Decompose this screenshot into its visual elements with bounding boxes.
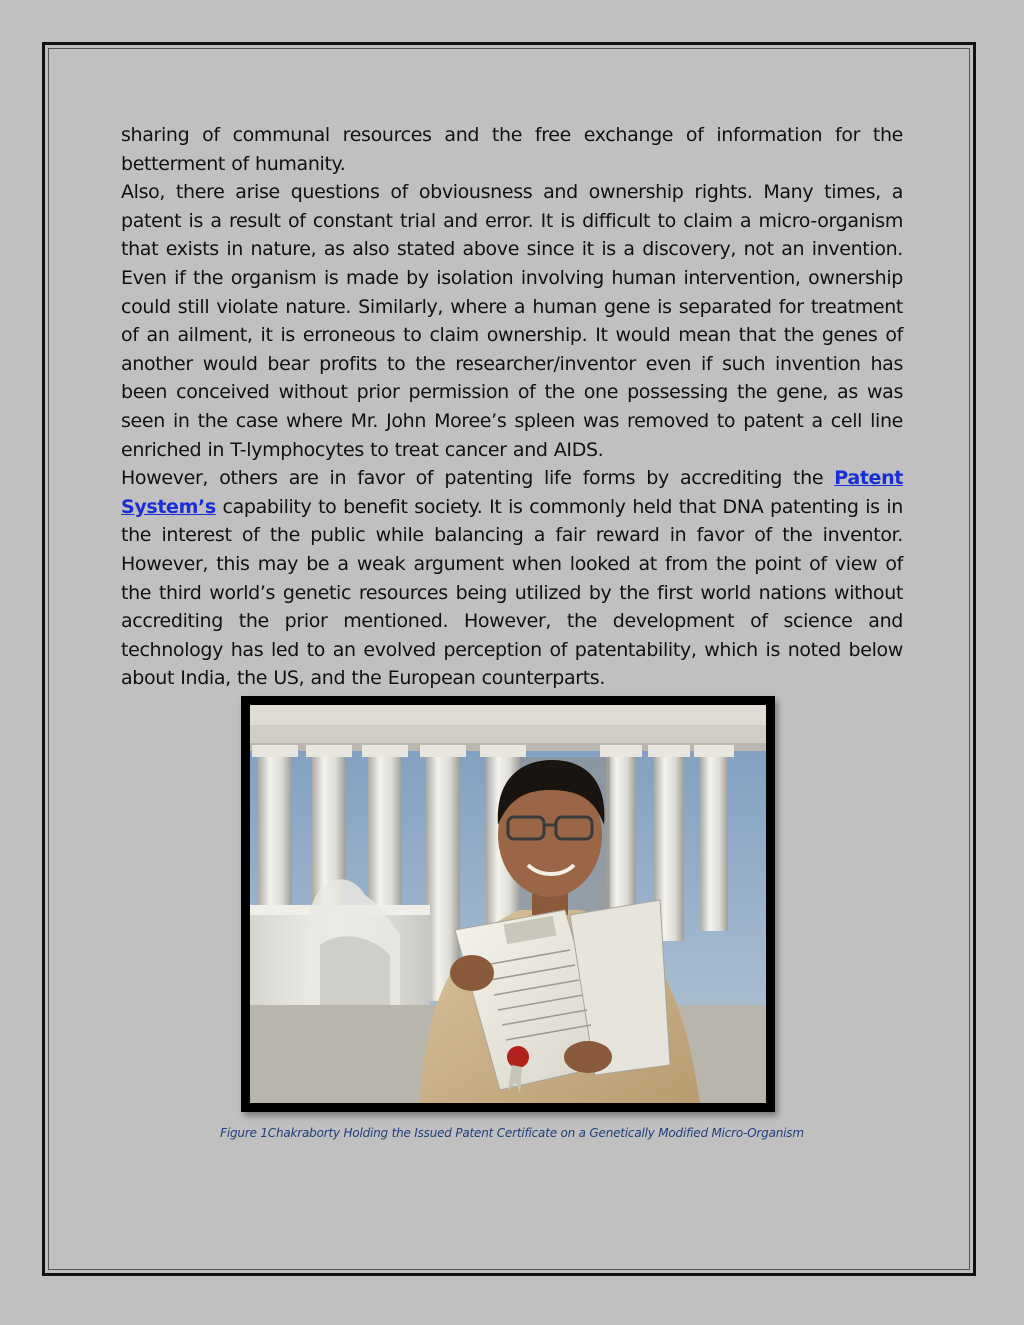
photo-illustration xyxy=(250,705,766,1103)
body-text xyxy=(121,121,903,693)
figure-frame xyxy=(241,696,775,1112)
paragraph-obviousness-ownership: Also, there arise questions of obviousness and ownership rights. Many times, a patent is a result of constant trial and error. It is difficult to claim a micro-organism that exists in nature, as also stated above since it is a discovery, not an invention. Even if the organism is made by isolation involving human intervention, ownership could still violate nature. Similarly, where a human gene is separated for treatment of an ailment, it is erroneous to claim ownership. It would mean that the genes of another would bear profits to the researcher/inventor even if such invention has been conceived without prior permission of the one possessing the gene, as was seen in the case where Mr. John Moree’s spleen was removed to patent a cell line enriched in T-lymphocytes to treat cancer and AIDS. xyxy=(121,181,903,461)
paragraph-communal-resources: sharing of communal resources and the free exchange of information for the betterment of humanity. xyxy=(121,124,903,175)
figure-caption: Figure 1Chakraborty Holding the Issued Patent Certificate on a Genetically Modified Micro-Organism xyxy=(220,1126,804,1140)
paragraph-text-before-link: However, others are in favor of patenting life forms by accrediting the xyxy=(121,467,835,490)
paragraph-text-after-link: capability to benefit society. It is commonly held that DNA patenting is in the interest of the public while balancing a fair reward in favor of the inventor. However, this may be a weak argument when looked at from the point of view of the third world’s genetic resources being utilized by the first world nations without accrediting the prior mentioned. However, the development of science and technology has led to an evolved perception of patentability, which is noted below about India, the US, and the European counterparts. xyxy=(121,495,903,690)
patent-system-link[interactable]: Patent System’s xyxy=(121,467,903,518)
paragraph-patent-system xyxy=(121,464,903,693)
chakraborty-photo xyxy=(250,705,766,1103)
